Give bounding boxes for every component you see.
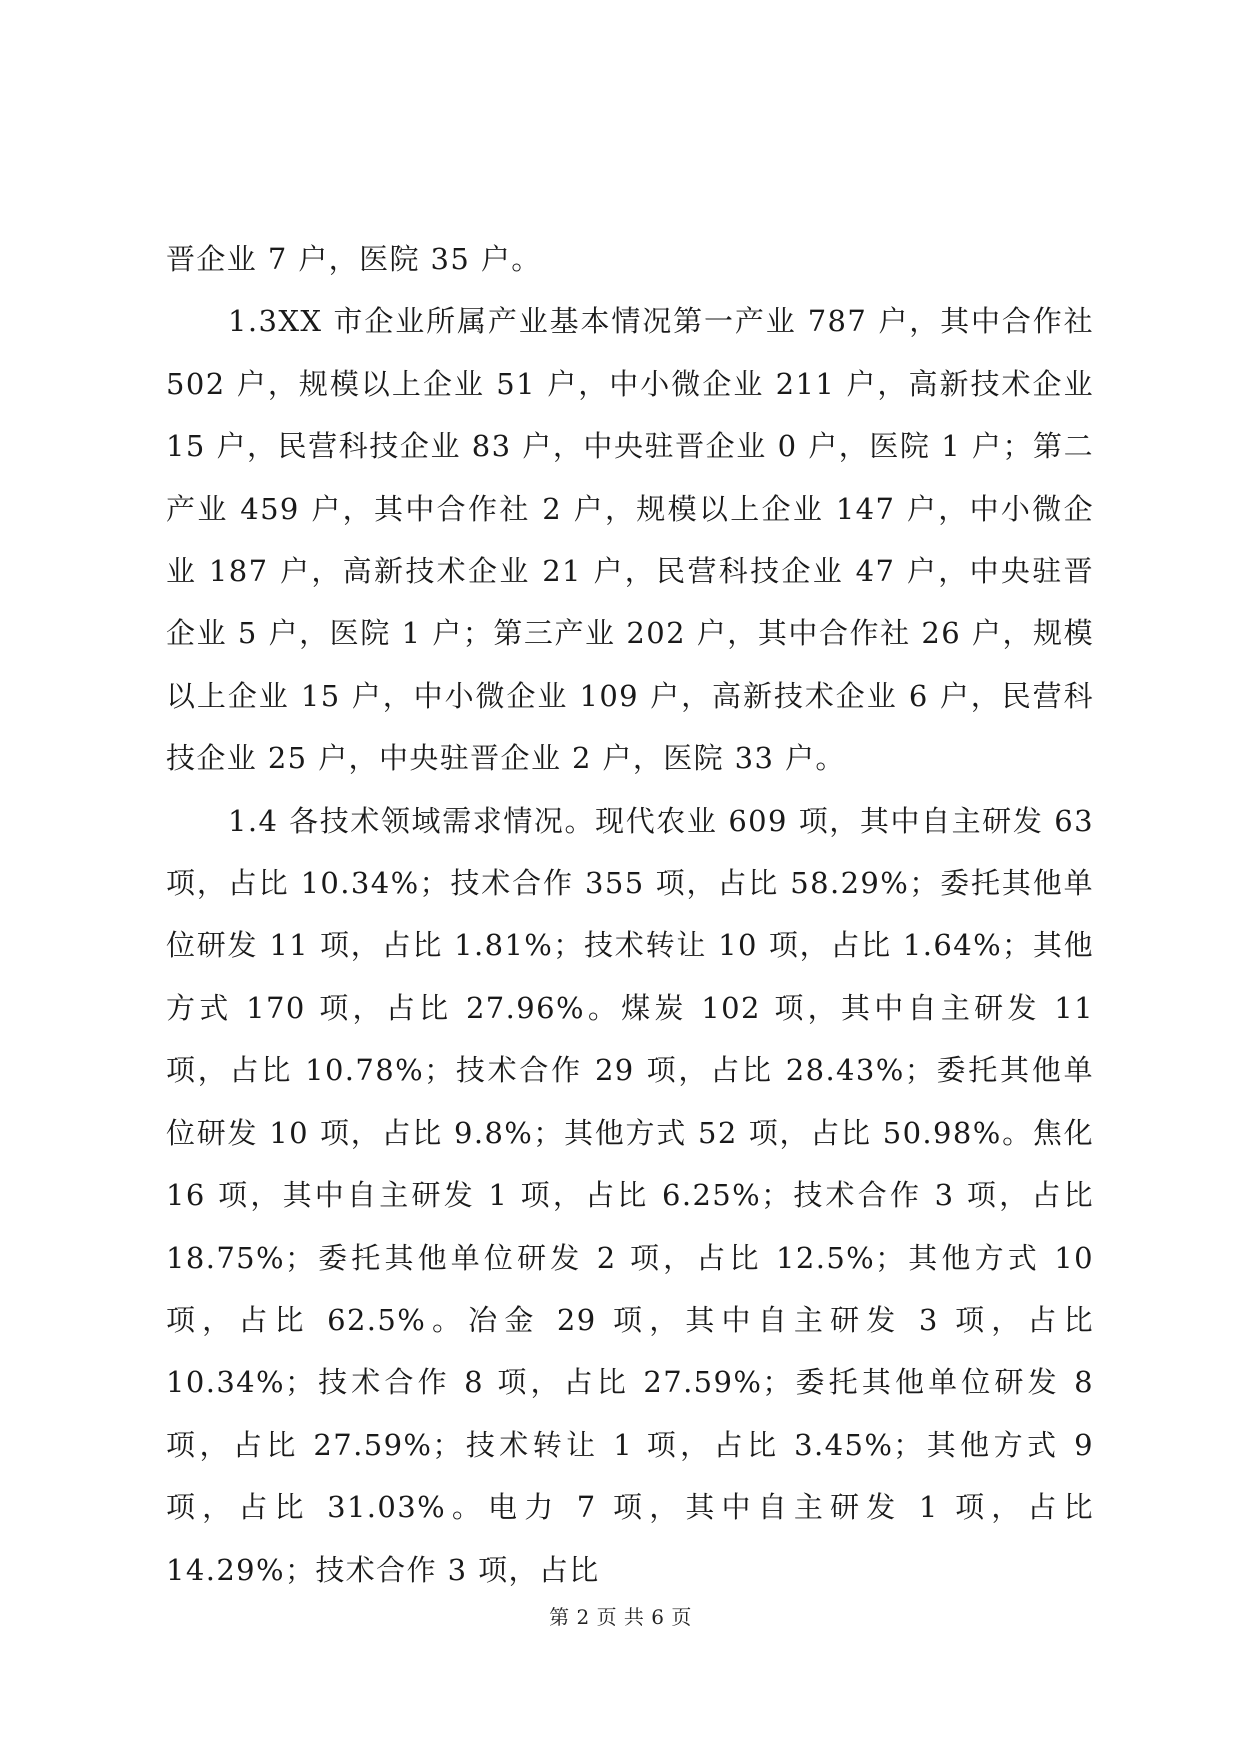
paragraph-industry-overview: 1.3XX 市企业所属产业基本情况第一产业 787 户，其中合作社 502 户，规模以上企业 51 户，中小微企业 211 户，高新技术企业 15 户，民营科技企业 83 户，中央驻晋企业 0 户，医院 1 户；第二产业 459 户，其中合作社 2 户，规模以上企业 147 户，中小微企业 187 户，高新技术企业 21 户，民营科技企业 47 户，中央驻晋企业 5 户，医院 1 户；第三产业 202 户，其中合作社 26 户，规模以上企业 15 户，中小微企业 109 户，高新技术企业 6 户，民营科技企业 25 户，中央驻晋企业 2 户，医院 33 户。 — [166, 304, 1094, 776]
paragraph-tech-demand: 1.4 各技术领域需求情况。现代农业 609 项，其中自主研发 63 项，占比 10.34%；技术合作 355 项，占比 58.29%；委托其他单位研发 11 项，占比 1.81%；技术转让 10 项，占比 1.64%；其他方式 170 项，占比 27.96%。煤炭 102 项，其中自主研发 11 项，占比 10.78%；技术合作 29 项，占比 28.43%；委托其他单位研发 10 项，占比 9.8%；其他方式 52 项，占比 50.98%。焦化 16 项，其中自主研发 1 项，占比 6.25%；技术合作 3 项，占比 18.75%；委托其他单位研发 2 项，占比 12.5%；其他方式 10 项，占比 62.5%。冶金 29 项，其中自主研发 3 项，占比 10.34%；技术合作 8 项，占比 27.59%；委托其他单位研发 8 项，占比 27.59%；技术转让 1 项，占比 3.45%；其他方式 9 项，占比 31.03%。电力 7 项，其中自主研发 1 项，占比 14.29%；技术合作 3 项，占比 — [166, 803, 1094, 1587]
body-text — [166, 228, 1094, 1601]
page-footer: 第 2 页 共 6 页 — [549, 1605, 692, 1629]
paragraph-continuation: 晋企业 7 户，医院 35 户。 — [166, 242, 542, 276]
